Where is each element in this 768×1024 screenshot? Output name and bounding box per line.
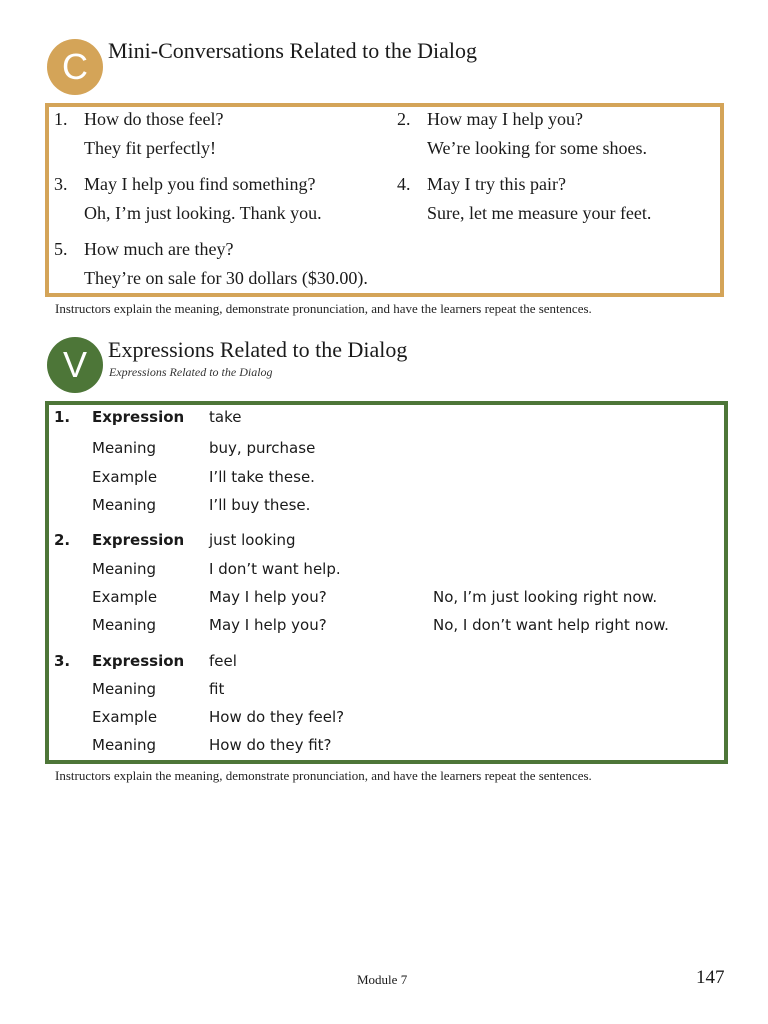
expression-label: Expression <box>92 531 185 549</box>
expression-label: Expression <box>92 408 185 426</box>
expression-value: just looking <box>209 531 296 549</box>
conversation-question: How do those feel? <box>84 109 224 129</box>
meaning-value: fit <box>209 680 225 698</box>
example-value: May I help you? <box>209 588 327 606</box>
conversation-number: 3. <box>54 174 68 194</box>
conversation-question: How much are they? <box>84 239 234 259</box>
example-value: How do they feel? <box>209 708 345 726</box>
expression-label: Expression <box>92 652 185 670</box>
example-label: Example <box>92 468 158 486</box>
section-v-badge: V <box>47 337 103 393</box>
example-response: No, I’m just looking right now. <box>433 588 658 606</box>
example-label: Example <box>92 588 158 606</box>
conversation-number: 1. <box>54 109 68 129</box>
meaning-value: buy, purchase <box>209 439 316 457</box>
instructor-note: Instructors explain the meaning, demonstrate pronunciation, and have the learners repeat the sentences. <box>55 768 592 783</box>
meaning-label: Meaning <box>92 439 157 457</box>
expression-number: 1. <box>54 408 71 426</box>
conversation-answer: They’re on sale for 30 dollars ($30.00). <box>84 268 368 288</box>
conversation-question: May I help you find something? <box>84 174 316 194</box>
section-v-title: Expressions Related to the Dialog <box>108 337 408 362</box>
section-c-badge: C <box>47 39 103 95</box>
page-number: 147 <box>696 967 725 988</box>
instructor-note: Instructors explain the meaning, demonstrate pronunciation, and have the learners repeat the sentences. <box>55 301 592 316</box>
meaning-value: May I help you? <box>209 616 327 634</box>
conversation-number: 4. <box>397 174 411 194</box>
expression-number: 2. <box>54 531 71 549</box>
footer-module-label: Module 7 <box>357 972 408 987</box>
meaning-label: Meaning <box>92 616 157 634</box>
section-v-subtitle: Expressions Related to the Dialog <box>109 365 273 379</box>
conversation-question: May I try this pair? <box>427 174 566 194</box>
conversation-answer: They fit perfectly! <box>84 138 216 158</box>
example-value: I’ll take these. <box>209 468 315 486</box>
meaning-value: I don’t want help. <box>209 560 341 578</box>
expression-number: 3. <box>54 652 71 670</box>
section-c-title: Mini-Conversations Related to the Dialog <box>108 38 478 63</box>
expression-value: take <box>209 408 242 426</box>
meaning-label: Meaning <box>92 736 157 754</box>
meaning-value: I’ll buy these. <box>209 496 311 514</box>
conversation-answer: We’re looking for some shoes. <box>427 138 647 158</box>
meaning-label: Meaning <box>92 560 157 578</box>
meaning-value: How do they fit? <box>209 736 332 754</box>
expression-value: feel <box>209 652 237 670</box>
conversation-number: 2. <box>397 109 411 129</box>
example-label: Example <box>92 708 158 726</box>
meaning-label: Meaning <box>92 496 157 514</box>
conversation-number: 5. <box>54 239 68 259</box>
meaning-label: Meaning <box>92 680 157 698</box>
conversation-answer: Sure, let me measure your feet. <box>427 203 652 223</box>
meaning-response: No, I don’t want help right now. <box>433 616 669 634</box>
conversation-answer: Oh, I’m just looking. Thank you. <box>84 203 322 223</box>
conversation-question: How may I help you? <box>427 109 583 129</box>
